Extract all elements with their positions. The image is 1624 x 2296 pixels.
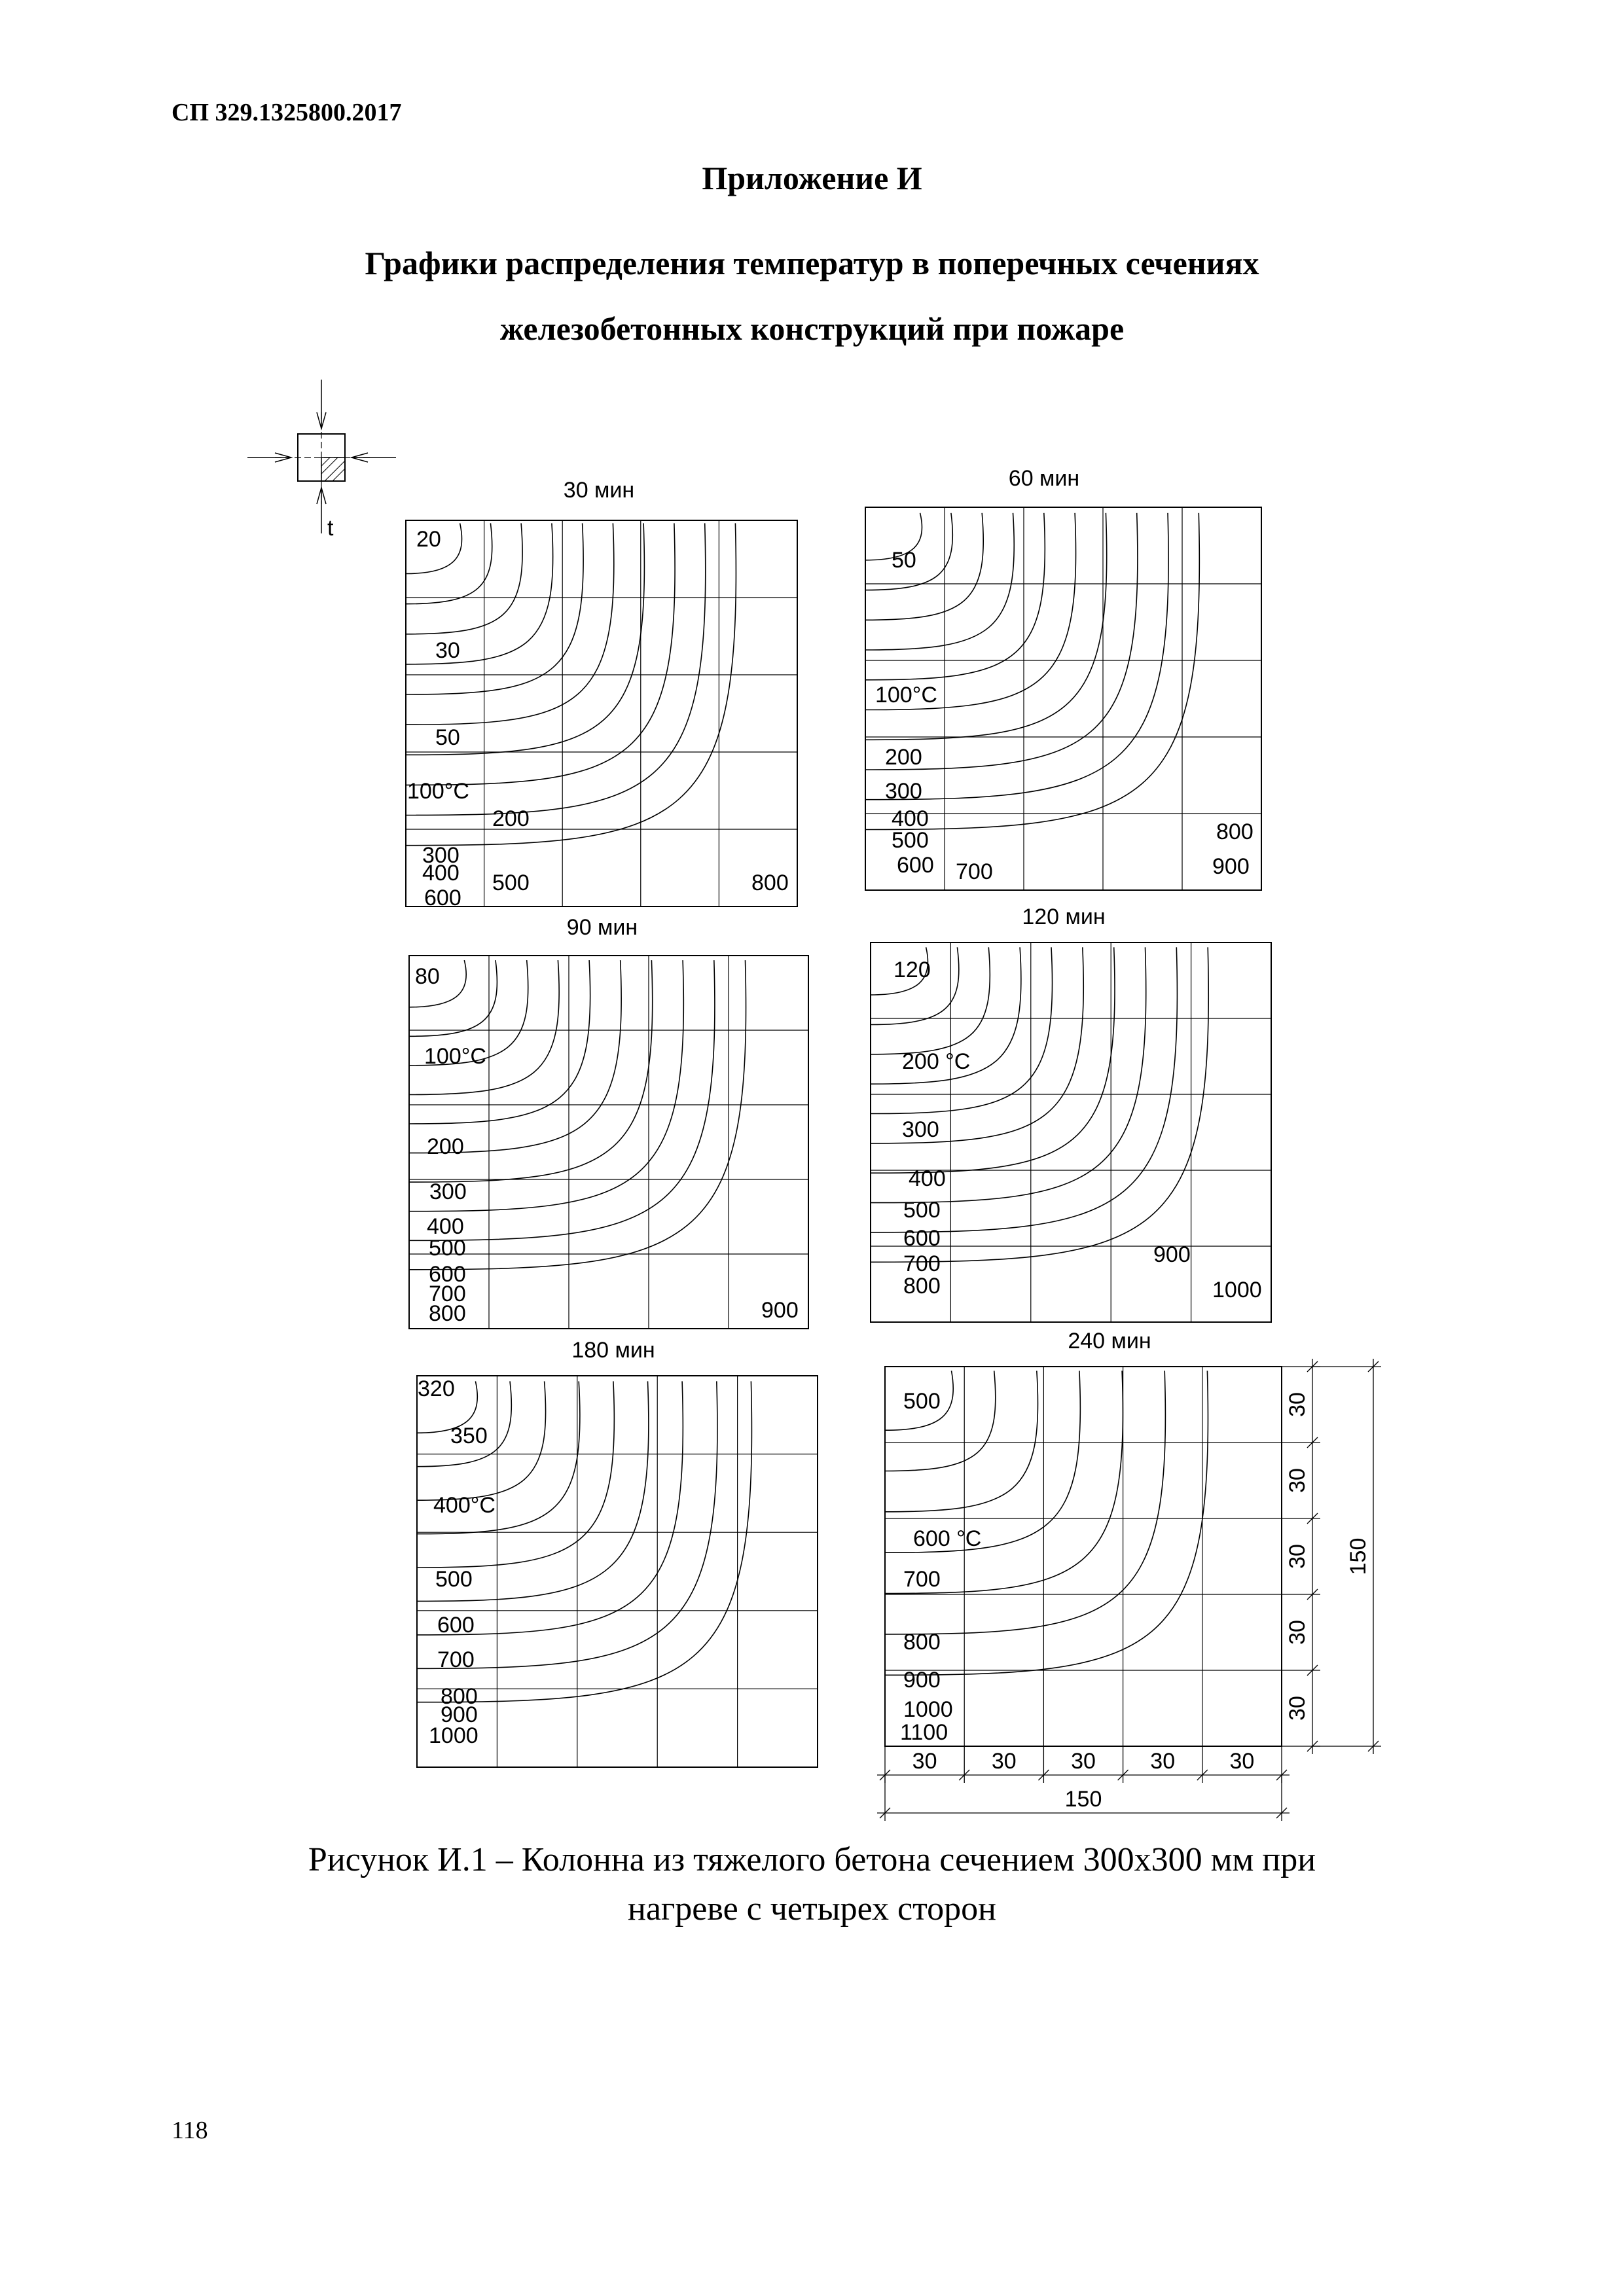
dimension-cell-label: 30: [1285, 1620, 1310, 1645]
isotherm-label: 400: [422, 861, 460, 886]
isotherm-label: 800: [1216, 819, 1254, 844]
isotherm-curve: [865, 513, 983, 620]
isotherm-label: 320: [418, 1376, 455, 1401]
chart-panel: [865, 466, 1261, 890]
isotherm-label: 100°C: [424, 1044, 486, 1069]
dimension-cell-label: 30: [1285, 1468, 1310, 1493]
chart-title: 120 мин: [1022, 905, 1106, 929]
dimension-cell-label: 30: [1285, 1696, 1310, 1721]
isotherm-label: 500: [892, 828, 929, 853]
chart-title: 240 мин: [1068, 1329, 1151, 1354]
dimension-cell-label: 30: [1150, 1749, 1176, 1774]
isotherm-label: 600: [903, 1226, 941, 1251]
isotherm-label: 100°C: [407, 779, 469, 804]
isotherm-label: 600: [429, 1262, 466, 1287]
chart-title: 180 мин: [571, 1338, 655, 1363]
figure-caption-line-2: нагреве с четырех сторон: [628, 1890, 996, 1928]
isotherm-label: 900: [761, 1298, 799, 1323]
dimension-cell-label: 30: [1285, 1392, 1310, 1417]
isotherm-label: 500: [492, 870, 530, 895]
chart-border: [409, 956, 808, 1329]
isotherm-label: 400°C: [433, 1493, 496, 1518]
dimension-total-label: 150: [1346, 1537, 1371, 1575]
isotherm-label: 700: [956, 859, 993, 884]
dimension-cell-label: 30: [1071, 1749, 1096, 1774]
chart-border: [885, 1367, 1282, 1746]
figure-heading-line-2: железобетонных конструкций при пожаре: [499, 310, 1125, 347]
isotherm-label: 1000: [903, 1697, 953, 1722]
isotherm-label: 300: [902, 1117, 939, 1142]
document-code: СП 329.1325800.2017: [171, 99, 402, 126]
chart-panel: [417, 1338, 818, 1767]
isotherm-label: 500: [903, 1198, 941, 1223]
isotherm-label: 800: [903, 1274, 941, 1299]
isotherm-curve: [865, 513, 1076, 710]
isotherm-label: 1000: [429, 1723, 478, 1748]
isotherm-label: 600: [897, 853, 934, 878]
chart-title: 60 мин: [1008, 466, 1080, 491]
isotherm-label: 600: [424, 886, 461, 910]
isotherm-label: 400: [909, 1166, 946, 1191]
isotherm-label: 800: [429, 1301, 466, 1326]
isotherm-curve: [417, 1381, 614, 1568]
isotherm-label: 100°C: [875, 683, 937, 708]
isotherm-label: 120: [893, 958, 931, 982]
isotherm-curve: [871, 947, 1146, 1202]
isotherm-label: 80: [415, 964, 440, 989]
isotherm-label: 400: [892, 806, 929, 831]
dimension-lines: [877, 1359, 1381, 1821]
isotherm-curve: [409, 960, 683, 1211]
isotherm-label: 300: [429, 1179, 467, 1204]
chart-panel: [409, 915, 808, 1329]
isotherm-label: 700: [903, 1251, 941, 1276]
isotherm-label: 800: [903, 1630, 941, 1655]
isotherm-label: 500: [903, 1389, 941, 1414]
isotherm-label: 50: [435, 725, 460, 750]
dimension-cell-label: 30: [1229, 1749, 1255, 1774]
isotherm-curve: [865, 513, 1014, 650]
isotherm-label: 800: [751, 870, 789, 895]
isotherm-label: 30: [435, 638, 460, 663]
page-number: 118: [171, 2117, 208, 2144]
key-symbol-label: t: [327, 516, 334, 541]
figure-heading-line-1: Графики распределения температур в поперечных сечениях: [365, 245, 1259, 281]
heating-scheme-symbol: [247, 380, 396, 541]
isotherm-label: 500: [429, 1236, 466, 1261]
isotherm-label: 700: [903, 1567, 941, 1592]
isotherm-label: 500: [435, 1567, 473, 1592]
isotherm-label: 350: [450, 1424, 488, 1448]
isotherm-label: 300: [422, 843, 460, 868]
isotherm-label: 300: [885, 779, 922, 804]
chart-panel: [406, 478, 797, 910]
isotherm-label: 800: [441, 1684, 478, 1709]
appendix-title: Приложение И: [702, 160, 922, 196]
isotherm-curve: [865, 513, 1045, 680]
figure-caption-line-1: Рисунок И.1 – Колонна из тяжелого бетона сечением 300х300 мм при: [308, 1841, 1316, 1878]
isotherm-label: 200: [492, 806, 530, 831]
dimension-cell-label: 30: [912, 1749, 937, 1774]
dimension-cell-label: 30: [1285, 1544, 1310, 1569]
isotherm-label: 1000: [1212, 1278, 1262, 1302]
dimension-total-label: 150: [1064, 1787, 1102, 1812]
chart-panel: [885, 1329, 1282, 1746]
isotherm-label: 400: [427, 1214, 464, 1239]
isotherm-label: 200: [885, 745, 922, 770]
isotherm-label: 700: [437, 1647, 475, 1672]
chart-border: [406, 520, 797, 906]
dimension-cell-label: 30: [991, 1749, 1017, 1774]
isotherm-label: 700: [429, 1282, 466, 1306]
isotherm-label: 20: [416, 527, 441, 552]
isotherm-curve: [885, 1371, 996, 1471]
isotherm-label: 900: [441, 1702, 478, 1727]
isotherm-label: 900: [1153, 1242, 1191, 1267]
isotherm-label: 600 °C: [913, 1526, 982, 1551]
isotherm-label: 200 °C: [902, 1049, 971, 1074]
chart-panel: [871, 905, 1271, 1322]
isotherm-curve: [406, 523, 706, 815]
chart-title: 30 мин: [563, 478, 635, 503]
isotherm-label: 200: [427, 1134, 464, 1159]
isotherm-label: 900: [903, 1668, 941, 1693]
chart-title: 90 мин: [566, 915, 638, 940]
isotherm-label: 50: [892, 548, 916, 573]
isotherm-label: 600: [437, 1613, 475, 1638]
isotherm-label: 900: [1212, 854, 1250, 879]
isotherm-label: 1100: [900, 1720, 948, 1745]
